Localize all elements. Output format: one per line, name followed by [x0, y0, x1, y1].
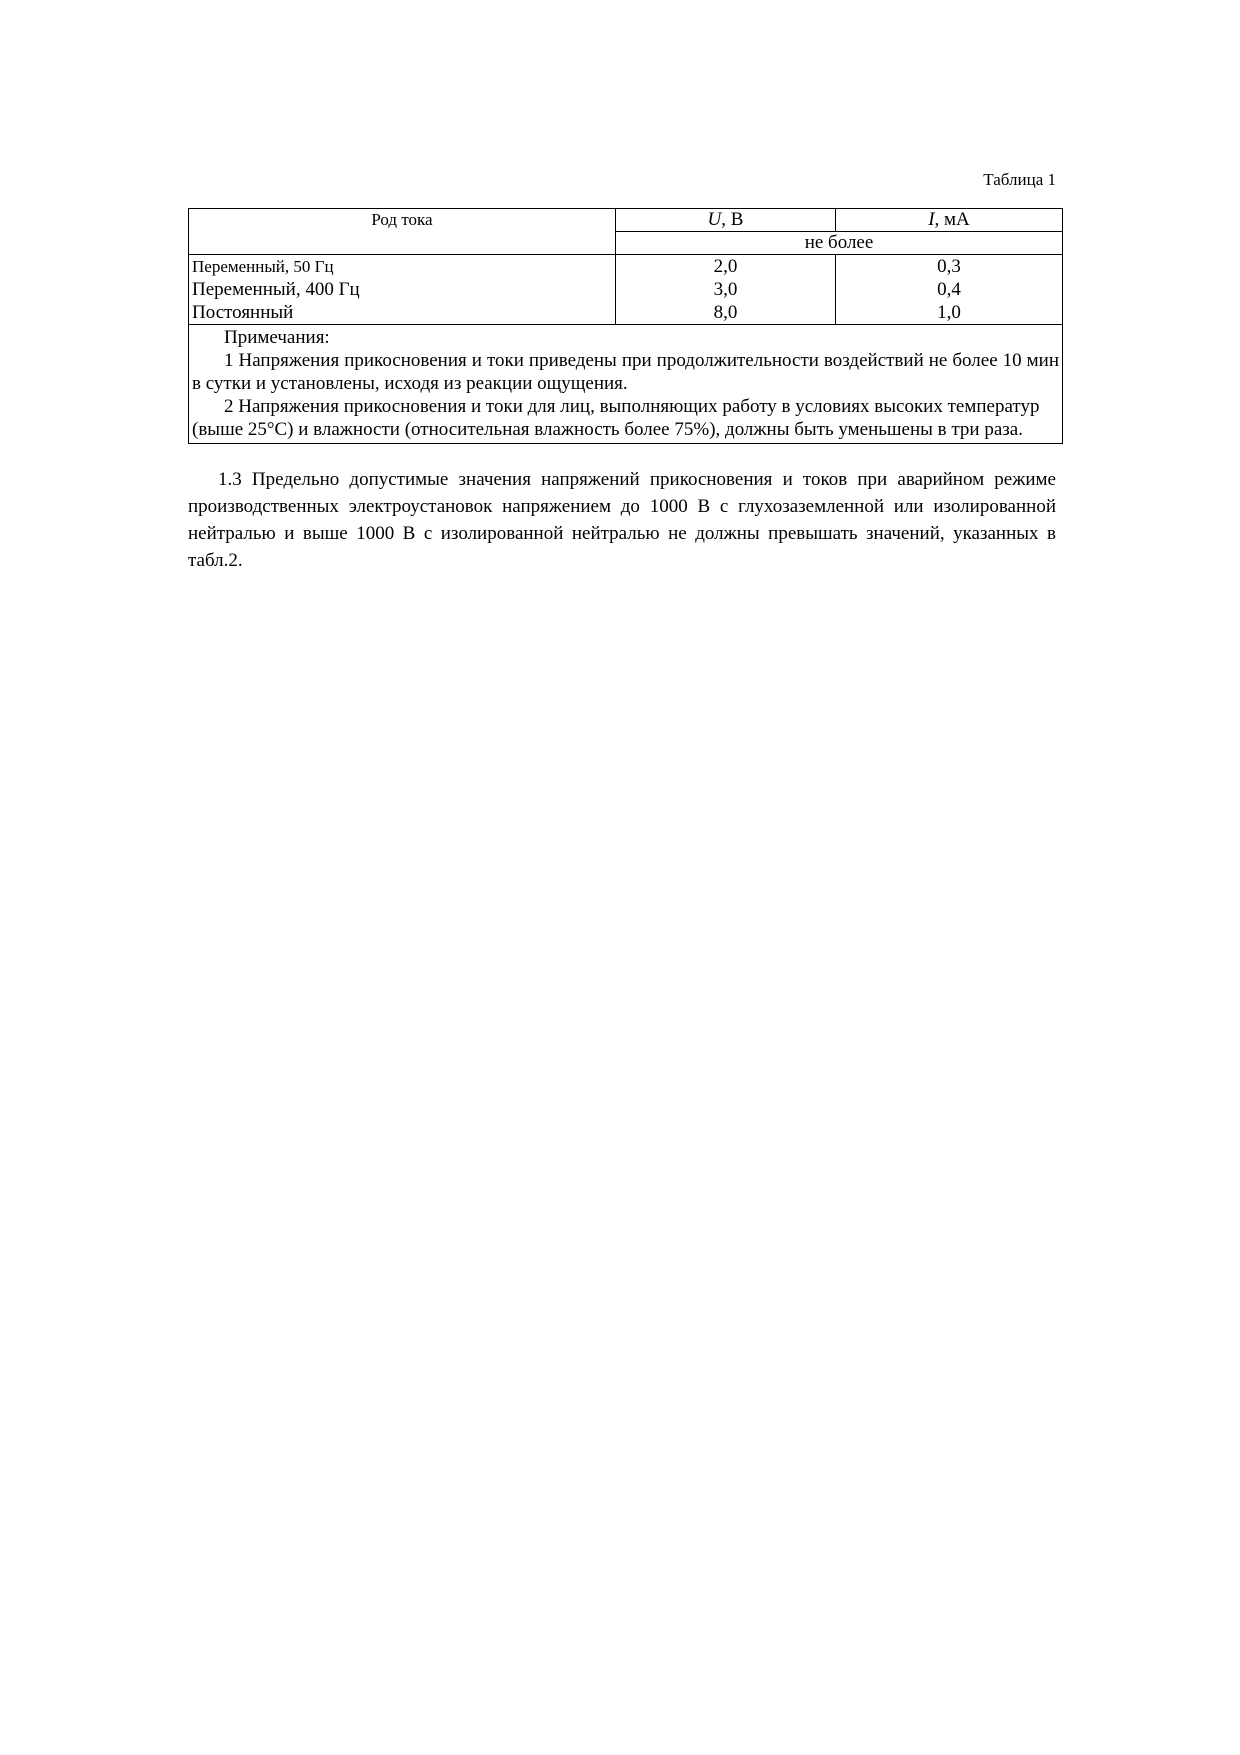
notes-title: Примечания:: [224, 327, 330, 348]
note-2: 2 Напряжения прикосновения и токи для лиц, выполняющих работу в условиях высоких температур (выше 25°С) и влажности (относительная влажность более 75%), должны быть уменьшены в три раза.: [192, 396, 1040, 440]
row-voltage: 3,0: [616, 278, 836, 301]
row-current: 1,0: [836, 301, 1063, 325]
note-1: 1 Напряжения прикосновения и токи приведены при продолжительности воздействий не более 10 мин в сутки и установлены, исходя из реакции ощущения.: [192, 350, 1059, 394]
header-current: [836, 209, 1063, 232]
row-voltage: 8,0: [616, 301, 836, 325]
voltage-unit: , В: [721, 209, 744, 230]
table-row: [189, 255, 1063, 279]
current-symbol: I: [928, 209, 935, 230]
row-current: 0,4: [836, 278, 1063, 301]
header-current-kind: Род тока: [189, 209, 616, 255]
row-current: 0,3: [836, 255, 1063, 279]
row-voltage: 2,0: [616, 255, 836, 279]
row-kind: Постоянный: [189, 301, 616, 325]
current-unit: , мА: [934, 209, 970, 230]
table-header-row: [189, 209, 1063, 232]
body-paragraph: 1.3 Предельно допустимые значения напряжений прикосновения и токов при аварийном режиме производственных электроустановок напряжением до 1000 В с глухозаземленной или изолированной нейтралью и выше 1000 В с изолированной нейтралью не должны превышать значений, указанных в табл.2.: [188, 469, 1056, 571]
table-caption: Таблица 1: [983, 170, 1056, 189]
table-notes: [189, 325, 1063, 444]
table-row: [189, 301, 1063, 325]
row-kind: Переменный, 400 Гц: [189, 278, 616, 301]
row-kind: Переменный, 50 Гц: [189, 255, 616, 279]
table-row: [189, 278, 1063, 301]
document-page: [188, 170, 1058, 574]
limits-table: [188, 208, 1063, 444]
header-voltage: [616, 209, 836, 232]
header-limit: не более: [616, 232, 1063, 255]
voltage-symbol: U: [707, 209, 722, 230]
table-notes-row: [189, 325, 1063, 444]
